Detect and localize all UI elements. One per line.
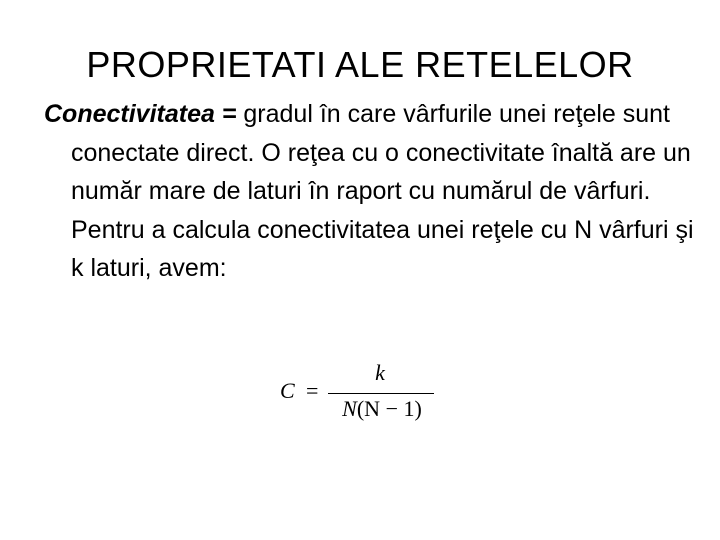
definition-paragraph	[44, 95, 711, 288]
formula-denominator	[326, 396, 438, 422]
formula-denominator-var: N	[342, 396, 357, 421]
formula-equals: =	[306, 378, 319, 403]
slide-title: PROPRIETATI ALE RETELELOR	[86, 44, 634, 85]
fraction-bar	[328, 393, 434, 394]
definition-text: gradul în care vârfurile unei reţele sunt conectate direct. O reţea cu o conectivitate înaltă are un număr mare de laturi în raport cu numărul de vârfuri. Pentru a calcula conectivitatea unei reţele cu N vârfuri şi k laturi, avem:	[71, 100, 694, 282]
definition-term: Conectivitatea =	[44, 100, 237, 128]
formula-numerator: k	[375, 360, 385, 385]
formula-denominator-rest: (N − 1)	[356, 396, 422, 421]
formula-lhs: C	[280, 378, 295, 403]
connectivity-formula	[280, 360, 440, 430]
